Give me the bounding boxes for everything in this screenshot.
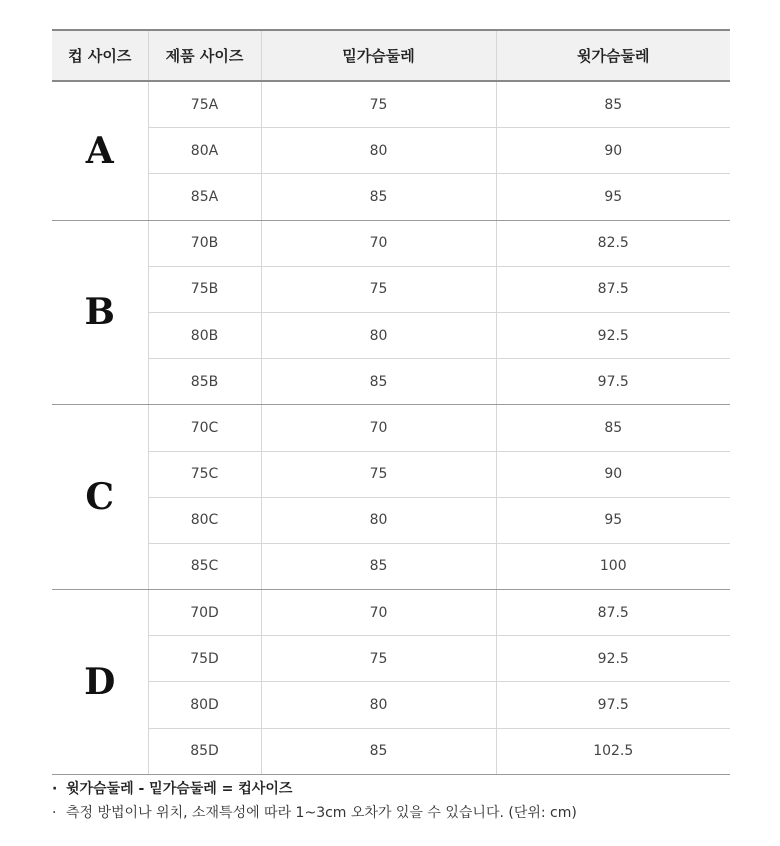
notes xyxy=(52,777,577,825)
bullet-icon: · xyxy=(52,805,57,821)
underbust-cell: 75 xyxy=(261,636,496,682)
product-size-cell: 85A xyxy=(148,174,261,220)
bust-cell: 97.5 xyxy=(496,682,730,728)
table-row xyxy=(52,543,730,589)
table-row xyxy=(52,312,730,358)
table-row xyxy=(52,728,730,774)
underbust-cell: 85 xyxy=(261,543,496,589)
table-row xyxy=(52,590,730,636)
bust-cell: 95 xyxy=(496,174,730,220)
table-row xyxy=(52,81,730,128)
table-row xyxy=(52,359,730,405)
table-row xyxy=(52,220,730,266)
note-measurement-disclaimer xyxy=(52,801,577,825)
bust-cell: 97.5 xyxy=(496,359,730,405)
underbust-cell: 85 xyxy=(261,359,496,405)
table-row xyxy=(52,128,730,174)
product-size-cell: 70C xyxy=(148,405,261,451)
bust-cell: 92.5 xyxy=(496,636,730,682)
bust-cell: 100 xyxy=(496,543,730,589)
product-size-cell: 70B xyxy=(148,220,261,266)
product-size-cell: 80D xyxy=(148,682,261,728)
bust-cell: 90 xyxy=(496,451,730,497)
bust-cell: 85 xyxy=(496,81,730,128)
product-size-cell: 75A xyxy=(148,81,261,128)
underbust-cell: 70 xyxy=(261,220,496,266)
header-product-size: 제품 사이즈 xyxy=(148,30,261,81)
table-row xyxy=(52,497,730,543)
underbust-cell: 80 xyxy=(261,312,496,358)
size-chart-table xyxy=(52,29,730,775)
note-cup-formula xyxy=(52,777,577,801)
header-row xyxy=(52,30,730,81)
header-bust: 윗가슴둘레 xyxy=(496,30,730,81)
bust-cell: 92.5 xyxy=(496,312,730,358)
header-underbust: 밑가슴둘레 xyxy=(261,30,496,81)
bust-cell: 82.5 xyxy=(496,220,730,266)
cup-label-b: B xyxy=(52,220,148,405)
underbust-cell: 70 xyxy=(261,405,496,451)
bust-cell: 102.5 xyxy=(496,728,730,774)
table-row xyxy=(52,266,730,312)
underbust-cell: 80 xyxy=(261,682,496,728)
product-size-cell: 85D xyxy=(148,728,261,774)
cup-label-c: C xyxy=(52,405,148,590)
product-size-cell: 75B xyxy=(148,266,261,312)
table-row xyxy=(52,636,730,682)
product-size-cell: 80B xyxy=(148,312,261,358)
bust-cell: 87.5 xyxy=(496,266,730,312)
cup-label-d: D xyxy=(52,590,148,775)
header-cup-size: 컵 사이즈 xyxy=(52,30,148,81)
underbust-cell: 80 xyxy=(261,128,496,174)
bust-cell: 87.5 xyxy=(496,590,730,636)
underbust-cell: 70 xyxy=(261,590,496,636)
product-size-cell: 75C xyxy=(148,451,261,497)
bust-cell: 95 xyxy=(496,497,730,543)
bullet-icon: · xyxy=(52,781,58,797)
table-row xyxy=(52,405,730,451)
table-row xyxy=(52,682,730,728)
note-text: 측정 방법이나 위치, 소재특성에 따라 1~3cm 오차가 있을 수 있습니다. (단위: cm) xyxy=(66,805,577,821)
product-size-cell: 85C xyxy=(148,543,261,589)
underbust-cell: 75 xyxy=(261,266,496,312)
note-text: 윗가슴둘레 - 밑가슴둘레 = 컵사이즈 xyxy=(66,781,293,797)
product-size-cell: 80C xyxy=(148,497,261,543)
product-size-cell: 85B xyxy=(148,359,261,405)
product-size-cell: 75D xyxy=(148,636,261,682)
product-size-cell: 70D xyxy=(148,590,261,636)
underbust-cell: 80 xyxy=(261,497,496,543)
product-size-cell: 80A xyxy=(148,128,261,174)
table-row xyxy=(52,174,730,220)
bust-cell: 85 xyxy=(496,405,730,451)
table-row xyxy=(52,451,730,497)
cup-label-a: A xyxy=(52,81,148,220)
underbust-cell: 85 xyxy=(261,174,496,220)
bust-cell: 90 xyxy=(496,128,730,174)
underbust-cell: 75 xyxy=(261,81,496,128)
underbust-cell: 85 xyxy=(261,728,496,774)
underbust-cell: 75 xyxy=(261,451,496,497)
